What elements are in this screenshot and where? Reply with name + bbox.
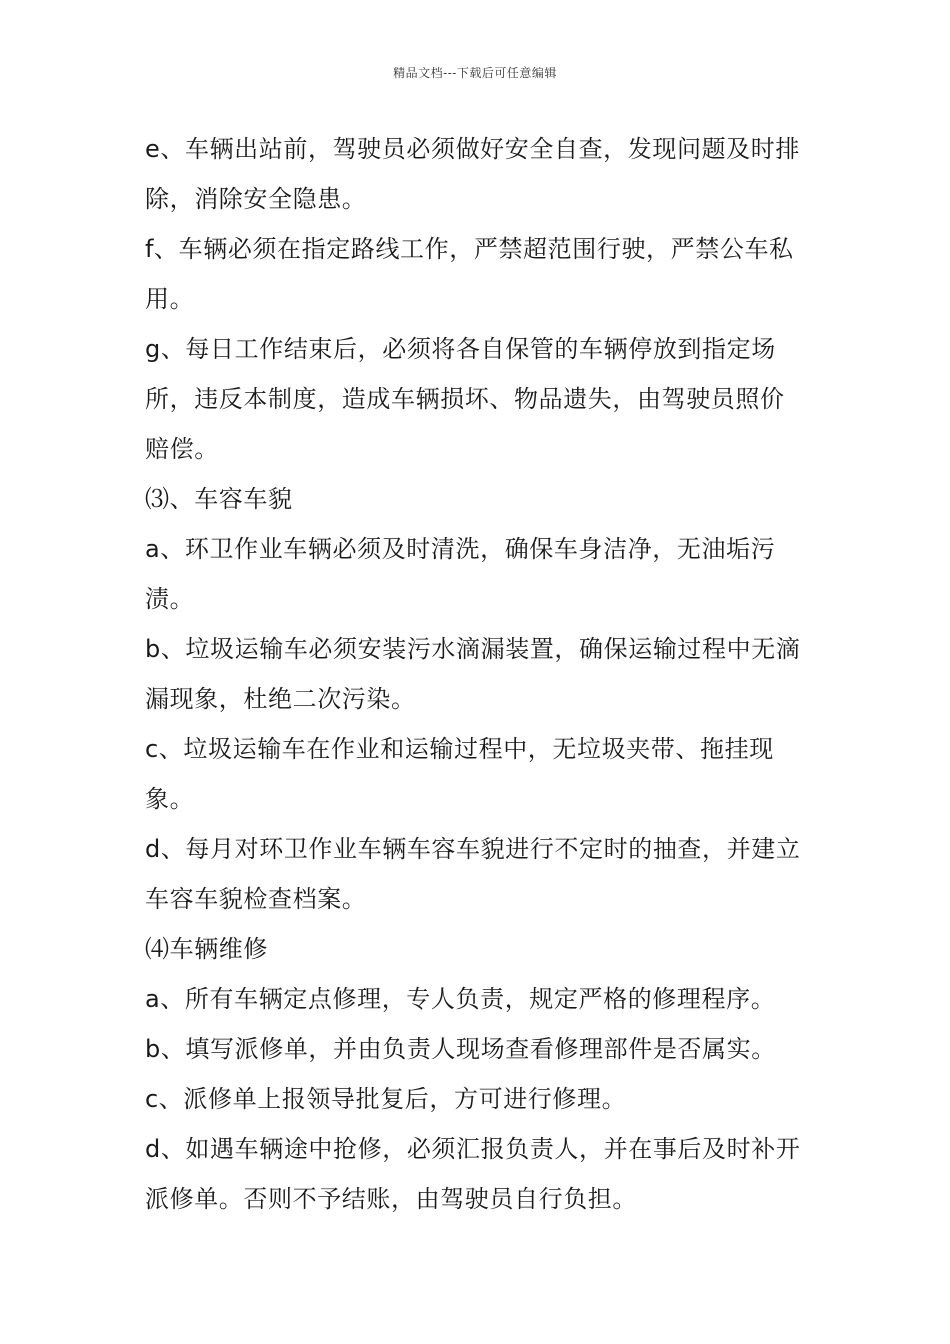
- paragraph-b-leak-device: b、垃圾运输车必须安装污水滴漏装置，确保运输过程中无滴漏现象，杜绝二次污染。: [145, 635, 801, 713]
- paragraph-d-emergency-repair: d、如遇车辆途中抢修，必须汇报负责人，并在事后及时补开派修单。否则不予结账，由驾驶员自行负担。: [145, 1135, 801, 1213]
- paragraph-c-no-dragging: c、垃圾运输车在作业和运输过程中，无垃圾夹带、拖挂现象。: [145, 735, 774, 813]
- paragraph-c-approval: c、派修单上报领导批复后，方可进行修理。: [145, 1085, 627, 1113]
- paragraph-f-route-restriction: f、车辆必须在指定路线工作，严禁超范围行驶，严禁公车私用。: [145, 235, 794, 313]
- paragraph-e-vehicle-inspection: e、车辆出站前，驾驶员必须做好安全自查，发现问题及时排除，消除安全隐患。: [145, 135, 800, 213]
- paragraph-a-designated-repair: a、所有车辆定点修理，专人负责，规定严格的修理程序。: [145, 985, 776, 1013]
- paragraph-d-monthly-check: d、每月对环卫作业车辆车容车貌进行不定时的抽查，并建立车容车貌检查档案。: [145, 835, 801, 913]
- page-header: 精品文档---下载后可任意编辑: [393, 66, 557, 80]
- paragraph-a-cleaning: a、环卫作业车辆必须及时清洗，确保车身洁净，无油垢污渍。: [145, 535, 776, 613]
- section-heading-vehicle-appearance: ⑶、车容车貌: [145, 485, 293, 513]
- paragraph-b-repair-order: b、填写派修单，并由负责人现场查看修理部件是否属实。: [145, 1035, 776, 1063]
- section-heading-vehicle-repair: ⑷车辆维修: [145, 935, 268, 963]
- paragraph-g-parking-rule: g、每日工作结束后，必须将各自保管的车辆停放到指定场所，违反本制度，造成车辆损坏、物品遗失，由驾驶员照价赔偿。: [145, 335, 785, 463]
- document-body: [145, 124, 805, 1224]
